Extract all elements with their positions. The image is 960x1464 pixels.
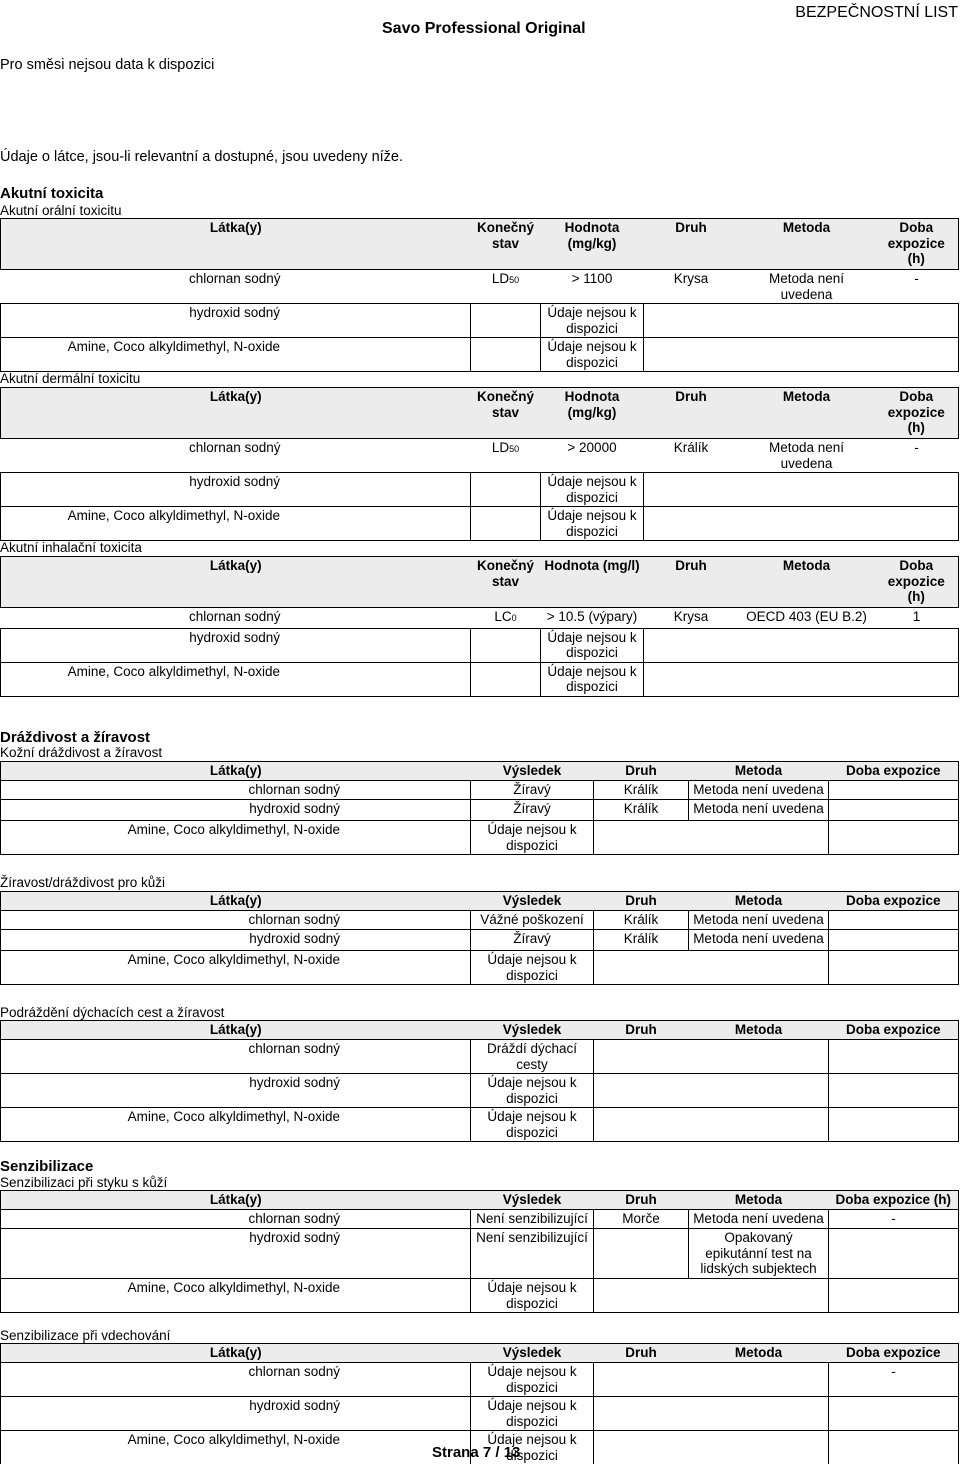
cell-result: Údaje nejsou k dispozici [471,1279,594,1313]
col-header-exposure: Doba expozice (h) [829,1191,959,1210]
page-number: Strana 7 / 13 [432,1444,520,1461]
cell-species: Krysa [644,270,739,304]
cell-method: OECD 403 (EU B.2) [739,608,875,629]
col-header-exposure: Doba expozice (h) [875,557,959,608]
cell-result: Údaje nejsou k dispozici [471,1074,594,1108]
cell-substance: hydroxid sodný [1,473,471,507]
subsection-title-respiratory: Podráždění dýchacích cest a žíravost [0,1005,224,1020]
table-acute-dermal [0,387,959,541]
cell-result: Není senzibilizující [471,1229,594,1279]
col-header-species: Druh [594,892,689,911]
cell-substance: chlornan sodný [1,781,471,800]
table-row [1,951,959,985]
cell-species: Králík [594,800,689,821]
col-header-substance: Látka(y) [1,892,471,911]
col-header-substance: Látka(y) [1,1191,471,1210]
col-header-result: Výsledek [471,762,594,781]
col-header-species: Druh [644,557,739,608]
cell-endpoint: LC0 [471,608,541,629]
table-row [1,439,959,473]
cell-result: Dráždí dýchací cesty [471,1040,594,1074]
subsection-title-skin-irritation: Kožní dráždivost a žíravost [0,745,162,760]
table-row [1,507,959,541]
cell-result: Žíravý [471,800,594,821]
table-acute-oral [0,218,959,372]
col-header-method: Metoda [689,762,829,781]
cell-species: Králík [594,911,689,930]
col-header-substance: Látka(y) [1,1344,471,1363]
subsection-title-inhalation-sensitisation: Senzibilizace při vdechování [0,1328,170,1343]
cell-value: Údaje nejsou k dispozici [541,304,644,338]
cell-result: Údaje nejsou k dispozici [471,1363,594,1397]
col-header-species: Druh [644,219,739,270]
cell-value: Údaje nejsou k dispozici [541,662,644,696]
cell-substance: hydroxid sodný [1,304,471,338]
col-header-method: Metoda [739,219,875,270]
col-header-species: Druh [594,1191,689,1210]
cell-value: > 20000 [541,439,644,473]
cell-substance: Amine, Coco alkyldimethyl, N-oxide [1,1108,471,1142]
cell-substance: hydroxid sodný [1,1229,471,1279]
table-row [1,1108,959,1142]
col-header-exposure: Doba expozice [829,762,959,781]
cell-species: Králík [644,439,739,473]
cell-substance: hydroxid sodný [1,800,471,821]
cell-substance: Amine, Coco alkyldimethyl, N-oxide [1,338,471,372]
cell-value: Údaje nejsou k dispozici [541,628,644,662]
cell-substance: chlornan sodný [1,911,471,930]
cell-substance: hydroxid sodný [1,628,471,662]
table-row [1,800,959,821]
col-header-method: Metoda [739,557,875,608]
table-skin-sensitisation [0,1190,959,1313]
table-row [1,608,959,629]
cell-method: Metoda není uvedena [739,439,875,473]
cell-value: Údaje nejsou k dispozici [541,507,644,541]
table-row [1,270,959,304]
col-header-value: Hodnota (mg/l) [541,557,644,608]
table-row [1,628,959,662]
cell-result: Údaje nejsou k dispozici [471,821,594,855]
cell-species: Králík [594,781,689,800]
section-title-sensitisation: Senzibilizace [0,1158,93,1175]
cell-substance: chlornan sodný [1,1040,471,1074]
cell-exposure: - [875,270,959,304]
cell-exposure: - [829,1363,959,1397]
cell-value: Údaje nejsou k dispozici [541,338,644,372]
cell-substance: Amine, Coco alkyldimethyl, N-oxide [1,1431,471,1464]
cell-exposure: - [829,1210,959,1229]
product-title: Savo Professional Original [382,20,586,38]
table-row [1,1279,959,1313]
cell-method: Metoda není uvedena [689,800,829,821]
cell-result: Údaje nejsou k dispozici [471,951,594,985]
table-row [1,930,959,951]
table-row [1,821,959,855]
cell-result: Žíravý [471,930,594,951]
subsection-title-dermal: Akutní dermální toxicitu [0,371,140,386]
cell-substance: chlornan sodný [1,608,471,629]
subsection-title-eye-irritation: Žíravost/dráždivost pro kůži [0,875,165,890]
col-header-result: Výsledek [471,1191,594,1210]
col-header-method: Metoda [689,1021,829,1040]
col-header-species: Druh [644,388,739,439]
section-title-irritation: Dráždivost a žíravost [0,729,150,746]
col-header-result: Výsledek [471,1344,594,1363]
col-header-substance: Látka(y) [1,1021,471,1040]
col-header-substance: Látka(y) [1,388,471,439]
cell-substance: hydroxid sodný [1,1397,471,1431]
col-header-substance: Látka(y) [1,219,471,270]
cell-exposure [829,781,959,800]
cell-exposure [829,911,959,930]
table-row [1,1363,959,1397]
cell-result: Žíravý [471,781,594,800]
col-header-exposure: Doba expozice [829,892,959,911]
table-row [1,338,959,372]
col-header-method: Metoda [689,1191,829,1210]
col-header-endpoint: Konečný stav [471,557,541,608]
cell-result: Není senzibilizující [471,1210,594,1229]
cell-endpoint: LD50 [471,270,541,304]
col-header-substance: Látka(y) [1,557,471,608]
cell-method: Metoda není uvedena [689,1210,829,1229]
cell-exposure: - [875,439,959,473]
cell-exposure [829,930,959,951]
table-row [1,781,959,800]
col-header-substance: Látka(y) [1,762,471,781]
cell-result: Vážné poškození [471,911,594,930]
subsection-title-oral: Akutní orální toxicitu [0,203,122,218]
table-row [1,911,959,930]
col-header-endpoint: Konečný stav [471,388,541,439]
table-skin-irritation [0,761,959,855]
table-row [1,473,959,507]
cell-substance: chlornan sodný [1,270,471,304]
table-row [1,1074,959,1108]
col-header-method: Metoda [689,892,829,911]
col-header-exposure: Doba expozice [829,1021,959,1040]
table-row [1,1229,959,1279]
table-eye-irritation [0,891,959,985]
cell-substance: chlornan sodný [1,1363,471,1397]
cell-substance: Amine, Coco alkyldimethyl, N-oxide [1,662,471,696]
cell-method: Metoda není uvedena [689,911,829,930]
cell-result: Údaje nejsou k dispozici [471,1397,594,1431]
col-header-result: Výsledek [471,892,594,911]
cell-method: Opakovaný epikutánní test na lidských subjektech [689,1229,829,1279]
cell-species: Krysa [644,608,739,629]
table-row [1,1397,959,1431]
cell-substance: Amine, Coco alkyldimethyl, N-oxide [1,821,471,855]
table-row [1,1210,959,1229]
cell-method: Metoda není uvedena [689,930,829,951]
cell-endpoint: LD50 [471,439,541,473]
cell-exposure [829,800,959,821]
substance-data-note: Údaje o látce, jsou-li relevantní a dostupné, jsou uvedeny níže. [0,149,403,165]
col-header-species: Druh [594,1344,689,1363]
cell-substance: Amine, Coco alkyldimethyl, N-oxide [1,1279,471,1313]
section-title-acute-toxicity: Akutní toxicita [0,185,103,202]
col-header-exposure: Doba expozice (h) [875,388,959,439]
col-header-exposure: Doba expozice (h) [875,219,959,270]
cell-substance: hydroxid sodný [1,1074,471,1108]
cell-species: Morče [594,1210,689,1229]
table-acute-inhalation [0,556,959,697]
table-row [1,662,959,696]
cell-result: Údaje nejsou k dispozici [471,1431,594,1464]
document-type: BEZPEČNOSTNÍ LIST [795,4,958,22]
col-header-value: Hodnota (mg/kg) [541,219,644,270]
table-respiratory-irritation [0,1020,959,1142]
cell-substance: chlornan sodný [1,1210,471,1229]
cell-species [594,1229,689,1279]
cell-method: Metoda není uvedena [739,270,875,304]
cell-exposure [829,1229,959,1279]
cell-substance: chlornan sodný [1,439,471,473]
cell-value: > 1100 [541,270,644,304]
col-header-exposure: Doba expozice [829,1344,959,1363]
cell-method: Metoda není uvedena [689,781,829,800]
cell-species: Králík [594,930,689,951]
col-header-species: Druh [594,762,689,781]
col-header-result: Výsledek [471,1021,594,1040]
cell-exposure: 1 [875,608,959,629]
subsection-title-inhalation: Akutní inhalační toxicita [0,540,142,555]
cell-substance: hydroxid sodný [1,930,471,951]
cell-result: Údaje nejsou k dispozici [471,1108,594,1142]
col-header-method: Metoda [689,1344,829,1363]
col-header-value: Hodnota (mg/kg) [541,388,644,439]
col-header-endpoint: Konečný stav [471,219,541,270]
cell-substance: Amine, Coco alkyldimethyl, N-oxide [1,951,471,985]
cell-value: > 10.5 (výpary) [541,608,644,629]
table-row [1,304,959,338]
cell-value: Údaje nejsou k dispozici [541,473,644,507]
subsection-title-skin-sensitisation: Senzibilizaci při styku s kůží [0,1175,167,1190]
cell-substance: Amine, Coco alkyldimethyl, N-oxide [1,507,471,541]
col-header-species: Druh [594,1021,689,1040]
table-row [1,1040,959,1074]
col-header-method: Metoda [739,388,875,439]
mixture-no-data-note: Pro směsi nejsou data k dispozici [0,57,214,73]
